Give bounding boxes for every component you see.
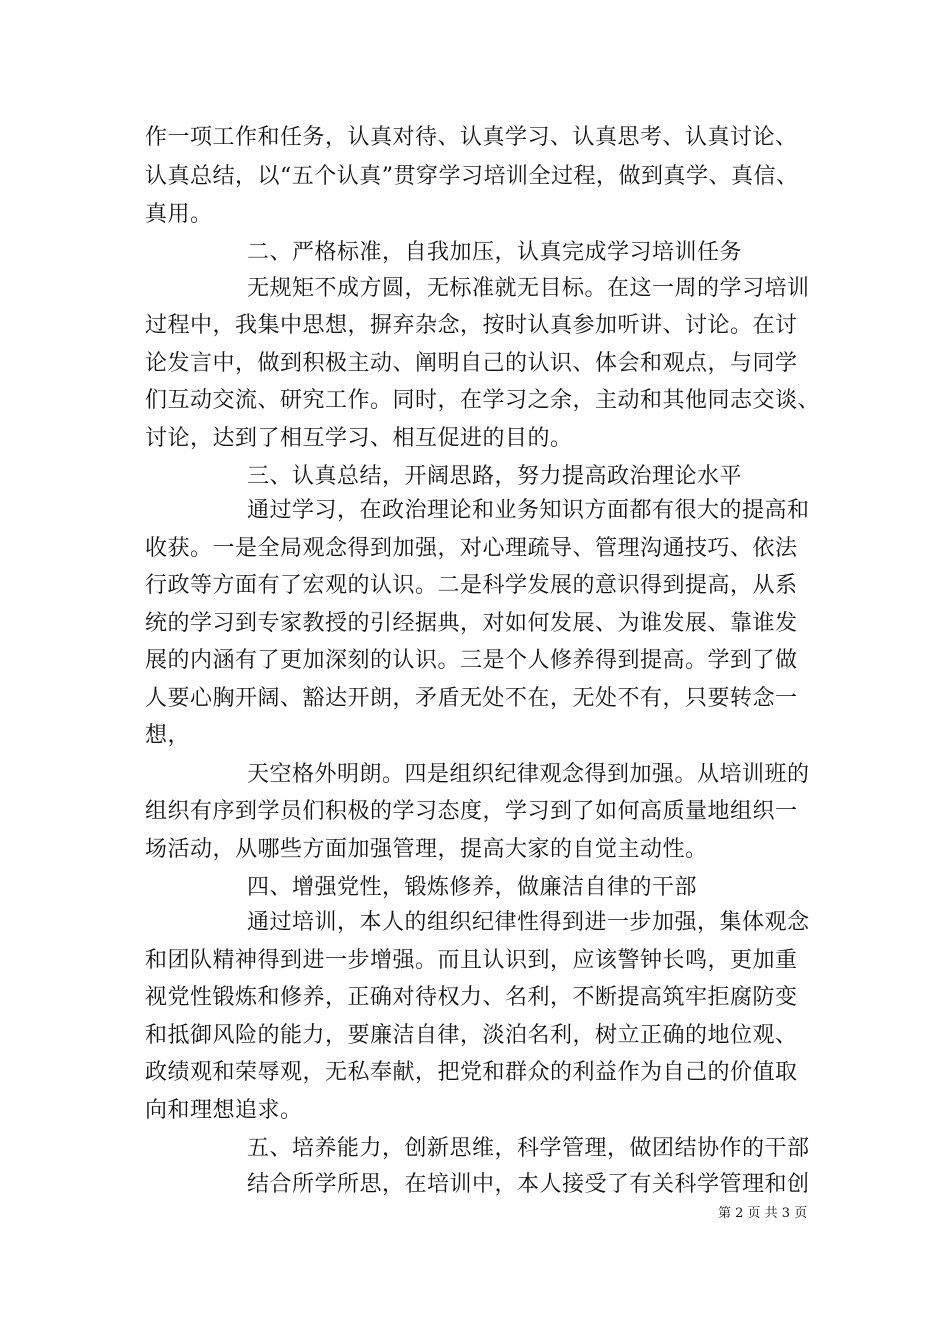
- body-text-line: 和抵御风险的能力，要廉洁自律，淡泊名利，树立正确的地位观、: [145, 1023, 798, 1048]
- section-heading: 四、增强党性，锻炼修养，做廉洁自律的干部: [247, 875, 698, 900]
- body-text-line: 结合所学所思，在培训中，本人接受了有关科学管理和创: [247, 1172, 810, 1197]
- section-heading: 二、严格标准，自我加压，认真完成学习培训任务: [247, 240, 743, 265]
- body-text-line: 过程中，我集中思想，摒弃杂念，按时认真参加听讲、讨论。在讨: [145, 313, 798, 338]
- body-text-line: 统的学习到专家教授的引经据典，对如何发展、为谁发展、靠谁发: [145, 611, 798, 636]
- body-text-line: 向和理想追求。: [145, 1098, 303, 1123]
- body-text-line: 们互动交流、研究工作。同时，在学习之余，主动和其他同志交谈、: [145, 388, 821, 413]
- body-text-line: 天空格外明朗。四是组织纪律观念得到加强。从培训班的: [247, 762, 810, 787]
- section-heading: 三、认真总结，开阔思路，努力提高政治理论水平: [247, 464, 743, 489]
- body-text-line: 政绩观和荣辱观，无私奉献，把党和群众的利益作为自己的价值取: [145, 1060, 798, 1085]
- body-text-line: 视党性锻炼和修养，正确对待权力、名利，不断提高筑牢拒腐防变: [145, 985, 798, 1010]
- body-text-line: 想，: [145, 723, 191, 748]
- body-text-line: 场活动，从哪些方面加强管理，提高大家的自觉主动性。: [145, 837, 708, 862]
- body-text-line: 作一项工作和任务，认真对待、认真学习、认真思考、认真讨论、: [145, 125, 798, 150]
- body-text-line: 行政等方面有了宏观的认识。二是科学发展的意识得到提高，从系: [145, 573, 798, 598]
- body-text-line: 通过学习，在政治理论和业务知识方面都有很大的提高和: [247, 498, 810, 523]
- body-text-line: 无规矩不成方圆，无标准就无目标。在这一周的学习培训: [247, 276, 810, 301]
- body-text-line: 认真总结，以“五个认真”贯穿学习培训全过程，做到真学、真信、: [145, 164, 799, 189]
- body-text-line: 通过培训，本人的组织纪律性得到进一步加强，集体观念: [247, 910, 810, 935]
- section-heading: 五、培养能力，创新思维，科学管理，做团结协作的干部: [247, 1136, 810, 1161]
- body-text-line: 和团队精神得到进一步增强。而且认识到，应该警钟长鸣，更加重: [145, 948, 798, 973]
- body-text-line: 真用。: [145, 202, 213, 227]
- body-text-line: 收获。一是全局观念得到加强，对心理疏导、管理沟通技巧、依法: [145, 536, 798, 561]
- body-text-line: 人要心胸开阔、豁达开朗，矛盾无处不在，无处不有，只要转念一: [145, 686, 798, 711]
- page-number: 第 2 页 共 3 页: [718, 1206, 808, 1221]
- body-text-line: 讨论，达到了相互学习、相互促进的目的。: [145, 426, 573, 451]
- body-text-line: 论发言中，做到积极主动、阐明自己的认识、体会和观点，与同学: [145, 351, 798, 376]
- body-text-line: 展的内涵有了更加深刻的认识。三是个人修养得到提高。学到了做: [145, 648, 798, 673]
- body-text-line: 组织有序到学员们积极的学习态度，学习到了如何高质量地组织一: [145, 799, 798, 824]
